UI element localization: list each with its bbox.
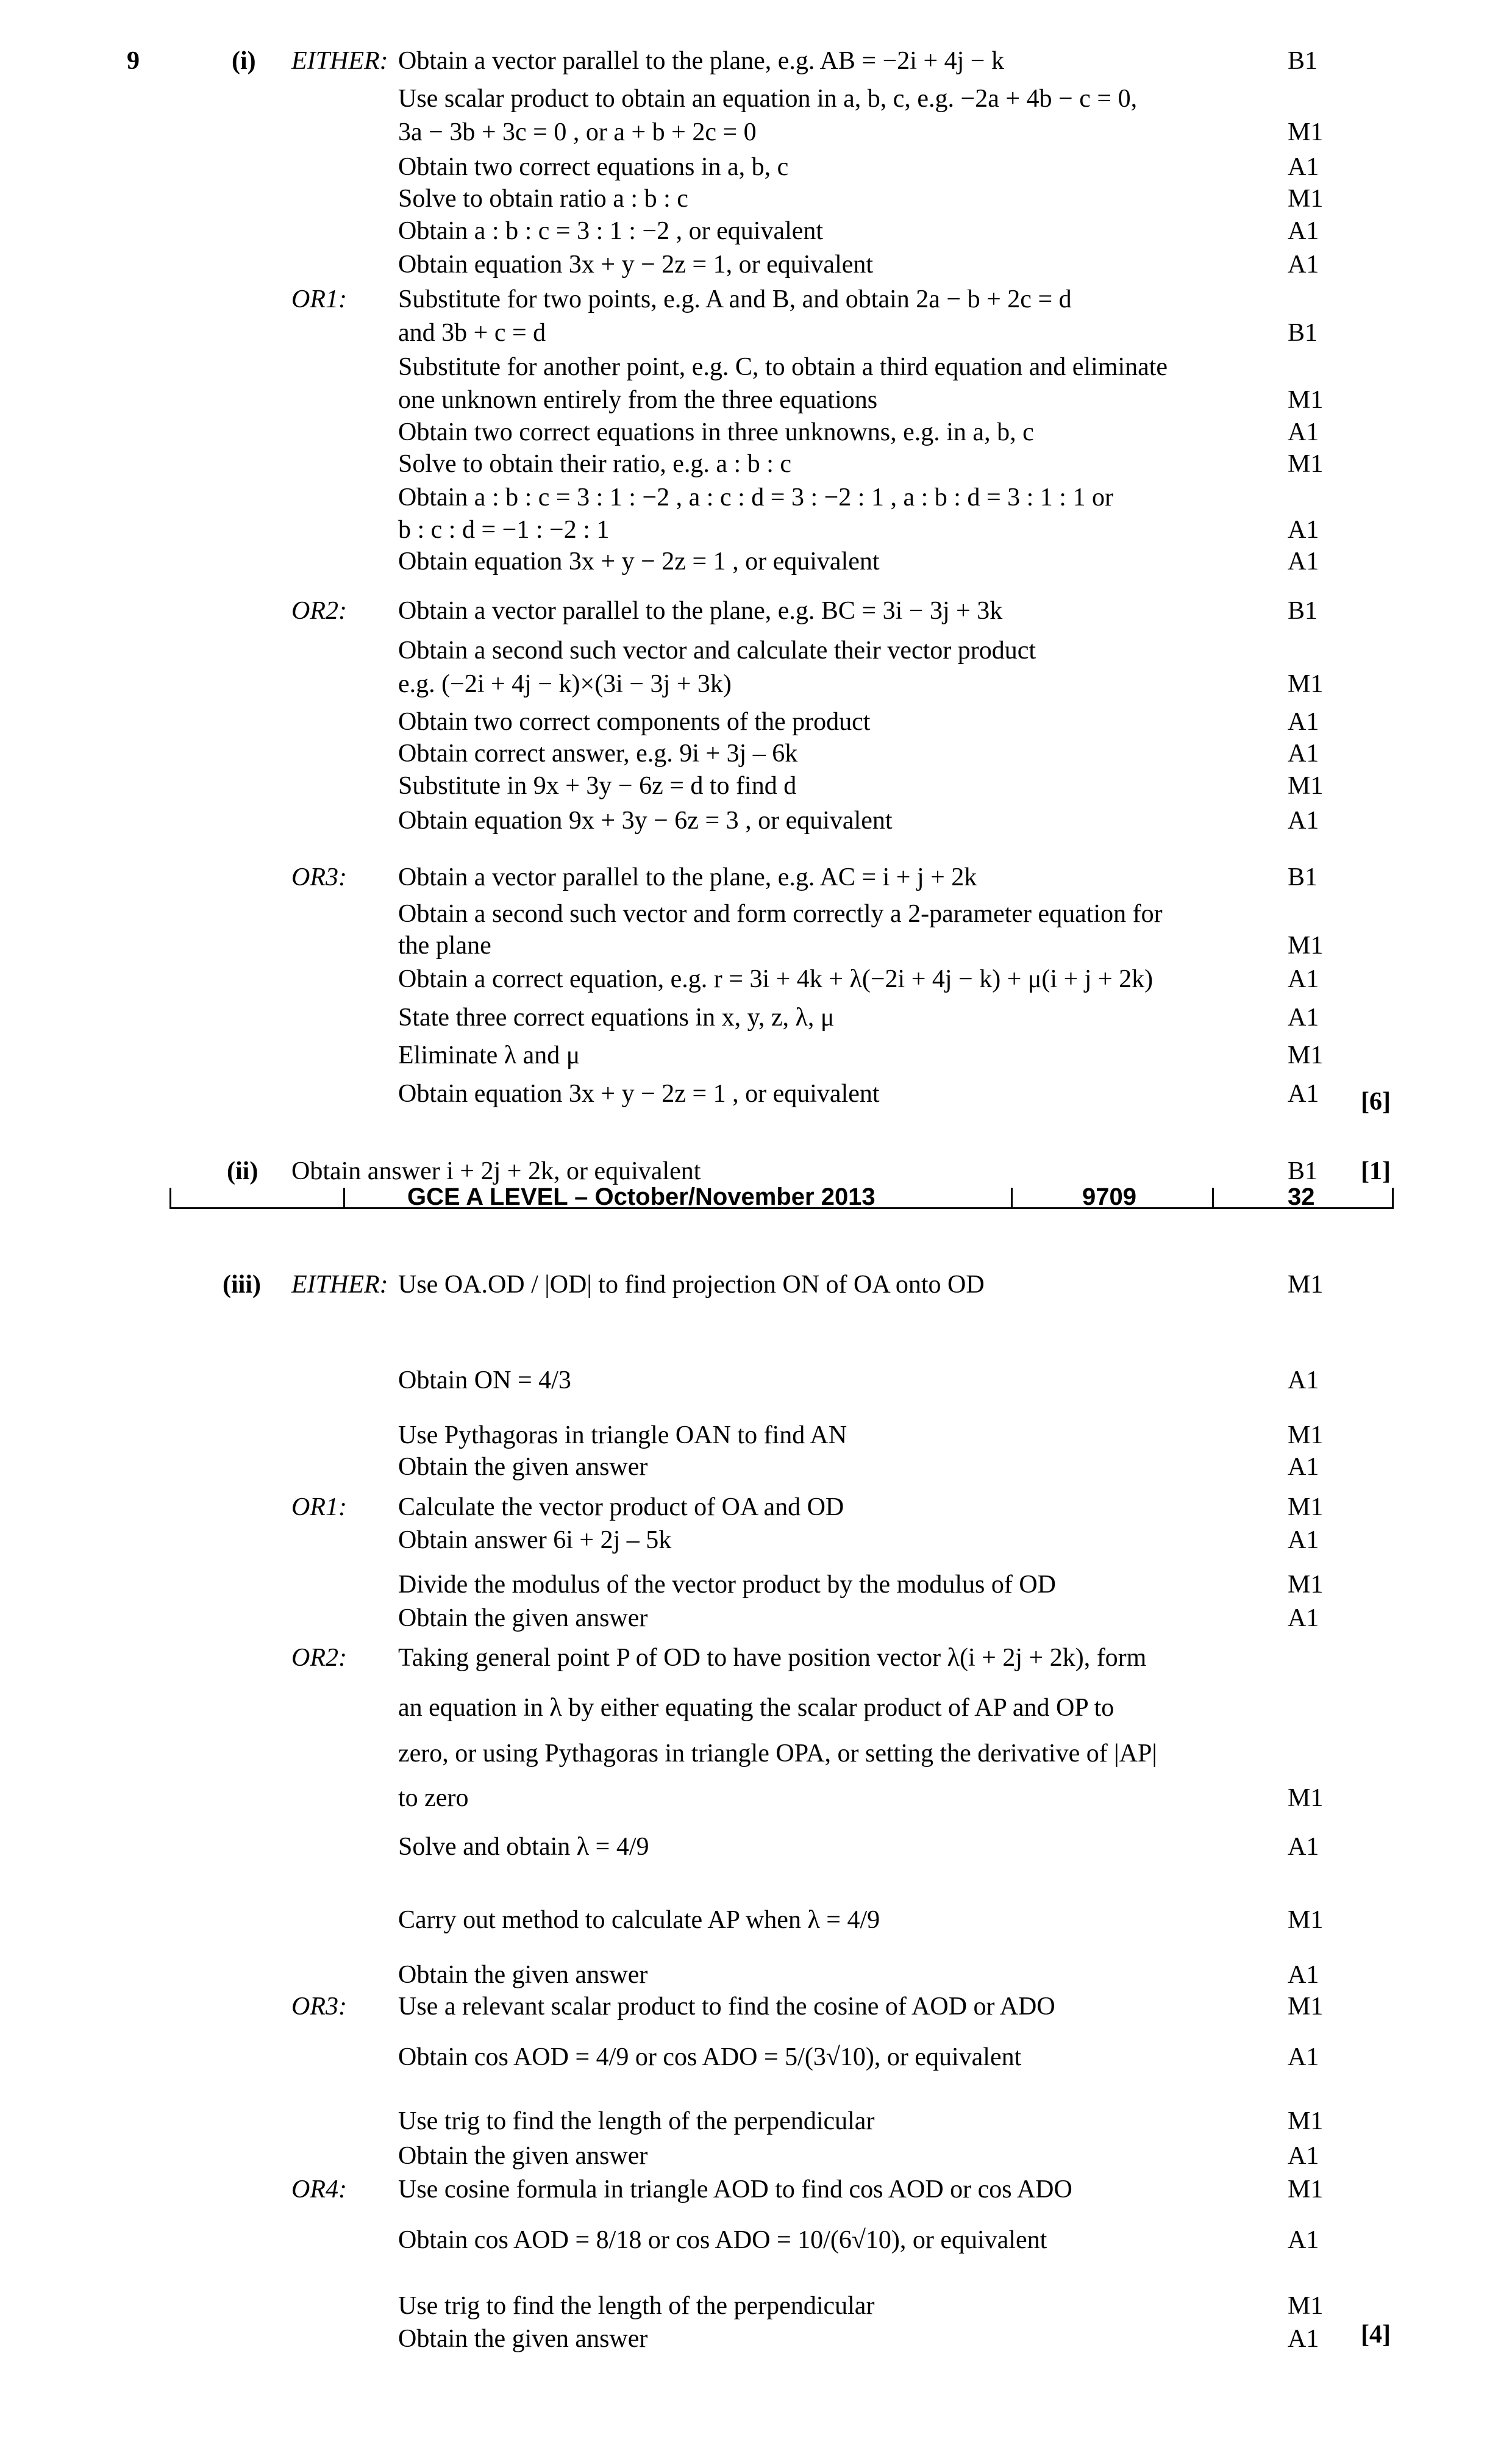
- part_i-step-text: Solve to obtain ratio a : b : c: [398, 185, 688, 213]
- part_i-step-mark: B1: [1288, 863, 1318, 891]
- part_i-step-mark: A1: [1288, 153, 1319, 181]
- part_iii-step-mark: M1: [1288, 1571, 1324, 1599]
- part_iii-step-text: Obtain ON = 4/3: [398, 1366, 571, 1394]
- part_i-step-text: Substitute for two points, e.g. A and B, and obtain 2a − b + 2c = d: [398, 285, 1072, 313]
- part_i-method-label: OR3:: [291, 863, 347, 891]
- part_i-step-text: Obtain equation 3x + y − 2z = 1 , or equivalent: [398, 548, 880, 576]
- header-divider-right: [1392, 1188, 1394, 1209]
- part_i-step-mark: A1: [1288, 807, 1319, 835]
- part_iii-step-text: Use trig to find the length of the perpendicular: [398, 2107, 875, 2135]
- header-divider-left: [169, 1188, 171, 1209]
- part_iii-step-text: zero, or using Pythagoras in triangle OPA, or setting the derivative of |AP|: [398, 1740, 1157, 1768]
- part_iii-step-mark: A1: [1288, 2043, 1319, 2071]
- part_iii-step-text: Obtain the given answer: [398, 1961, 648, 1989]
- part_i-step-mark: M1: [1288, 1041, 1324, 1069]
- part_i-step-mark: M1: [1288, 185, 1324, 213]
- part_i-step-mark: M1: [1288, 932, 1324, 960]
- part_i-step-text: 3a − 3b + 3c = 0 , or a + b + 2c = 0: [398, 118, 757, 146]
- part_iii-step-mark: A1: [1288, 1366, 1319, 1394]
- header-title: GCE A LEVEL – October/November 2013: [407, 1183, 875, 1210]
- part_iii-step-text: Solve and obtain λ = 4/9: [398, 1833, 649, 1861]
- part-iii-total: [4]: [1361, 2321, 1391, 2349]
- part_iii-method-label: OR3:: [291, 1993, 347, 2021]
- part_iii-step-mark: M1: [1288, 1906, 1324, 1934]
- part_i-step-mark: B1: [1288, 47, 1318, 75]
- part_i-step-mark: A1: [1288, 548, 1319, 576]
- part_i-step-text: Use scalar product to obtain an equation in a, b, c, e.g. −2a + 4b − c = 0,: [398, 85, 1138, 113]
- part_iii-step-mark: M1: [1288, 1493, 1324, 1521]
- part_iii-step-text: Obtain the given answer: [398, 2325, 648, 2353]
- part_i-step-text: Obtain a vector parallel to the plane, e.g. BC = 3i − 3j + 3k: [398, 597, 1003, 625]
- header-paper: 32: [1288, 1183, 1315, 1210]
- part_iii-step-mark: A1: [1288, 1833, 1319, 1861]
- part_i-step-text: Obtain equation 3x + y − 2z = 1, or equivalent: [398, 251, 874, 279]
- part_i-step-text: Substitute for another point, e.g. C, to obtain a third equation and eliminate: [398, 353, 1168, 381]
- part_i-step-text: Obtain correct answer, e.g. 9i + 3j – 6k: [398, 740, 798, 768]
- header-divider-3: [1212, 1188, 1214, 1209]
- part_i-step-text: Obtain a second such vector and form correctly a 2-parameter equation for: [398, 900, 1163, 928]
- part_iii-step-mark: A1: [1288, 1453, 1319, 1481]
- part_i-step-mark: A1: [1288, 251, 1319, 279]
- part_i-step-mark: A1: [1288, 708, 1319, 736]
- part_i-step-text: e.g. (−2i + 4j − k)×(3i − 3j + 3k): [398, 670, 732, 698]
- part_iii-step-mark: M1: [1288, 1271, 1324, 1299]
- part_iii-method-label: OR1:: [291, 1493, 347, 1521]
- part-iii-label: (iii): [223, 1271, 261, 1299]
- part_i-step-text: Obtain a : b : c = 3 : 1 : −2 , a : c : d = 3 : −2 : 1 , a : b : d = 3 : 1 : 1 or: [398, 484, 1113, 512]
- part_i-step-text: and 3b + c = d: [398, 319, 546, 347]
- part_i-step-text: Obtain a vector parallel to the plane, e.g. AC = i + j + 2k: [398, 863, 977, 891]
- part_i-step-text: the plane: [398, 932, 491, 960]
- part_i-step-text: Solve to obtain their ratio, e.g. a : b : c: [398, 450, 792, 478]
- part_iii-step-text: Obtain the given answer: [398, 1453, 648, 1481]
- part_iii-step-text: to zero: [398, 1784, 469, 1812]
- part_i-step-mark: M1: [1288, 118, 1324, 146]
- part_iii-step-text: Use a relevant scalar product to find the cosine of AOD or ADO: [398, 1993, 1055, 2021]
- part_i-step-text: Eliminate λ and μ: [398, 1041, 580, 1069]
- part_i-step-text: Obtain equation 3x + y − 2z = 1 , or equivalent: [398, 1080, 880, 1108]
- part_i-step-mark: A1: [1288, 217, 1319, 245]
- part_iii-step-mark: A1: [1288, 2142, 1319, 2170]
- part-ii-text: Obtain answer i + 2j + 2k, or equivalent: [291, 1157, 701, 1185]
- part_iii-method-label: OR4:: [291, 2175, 347, 2204]
- part_i-step-mark: A1: [1288, 418, 1319, 446]
- part-ii-total: [1]: [1361, 1157, 1391, 1185]
- part_i-step-text: Obtain two correct equations in three unknowns, e.g. in a, b, c: [398, 418, 1034, 446]
- part_i-step-text: Obtain equation 9x + 3y − 6z = 3 , or equivalent: [398, 807, 893, 835]
- part_iii-step-text: Use OA.OD / |OD| to find projection ON of OA onto OD: [398, 1271, 985, 1299]
- part-i-label: (i): [232, 47, 256, 75]
- part_iii-step-mark: A1: [1288, 2325, 1319, 2353]
- part-ii-label: (ii): [227, 1157, 259, 1185]
- part_iii-step-mark: A1: [1288, 1604, 1319, 1632]
- part_i-step-mark: M1: [1288, 386, 1324, 414]
- part_i-step-mark: A1: [1288, 965, 1319, 993]
- part_i-step-mark: A1: [1288, 1080, 1319, 1108]
- part_iii-step-text: Obtain answer 6i + 2j – 5k: [398, 1526, 672, 1554]
- part_iii-step-mark: A1: [1288, 2226, 1319, 2254]
- part_i-step-mark: A1: [1288, 740, 1319, 768]
- part_i-step-mark: A1: [1288, 516, 1319, 544]
- part_iii-step-text: Use trig to find the length of the perpendicular: [398, 2292, 875, 2320]
- part_iii-method-label: OR2:: [291, 1644, 347, 1672]
- part_iii-step-text: Obtain cos AOD = 4/9 or cos ADO = 5/(3√10), or equivalent: [398, 2043, 1022, 2071]
- part_i-step-mark: M1: [1288, 772, 1324, 800]
- part_iii-method-label: EITHER:: [291, 1271, 388, 1299]
- part_iii-step-text: Carry out method to calculate AP when λ = 4/9: [398, 1906, 880, 1934]
- part_iii-step-text: Use cosine formula in triangle AOD to find cos AOD or cos ADO: [398, 2175, 1072, 2204]
- part_iii-step-text: Obtain the given answer: [398, 1604, 648, 1632]
- part_iii-step-text: Taking general point P of OD to have position vector λ(i + 2j + 2k), form: [398, 1644, 1147, 1672]
- part_i-method-label: OR1:: [291, 285, 347, 313]
- part-i-total: [6]: [1361, 1088, 1391, 1116]
- part_i-step-text: one unknown entirely from the three equations: [398, 386, 878, 414]
- part_iii-step-mark: M1: [1288, 2292, 1324, 2320]
- question-number: 9: [127, 47, 140, 75]
- part_i-step-text: Obtain two correct components of the product: [398, 708, 871, 736]
- header-code: 9709: [1082, 1183, 1136, 1210]
- header-divider-2: [1011, 1188, 1013, 1209]
- part_i-method-label: EITHER:: [291, 47, 388, 75]
- part_iii-step-text: an equation in λ by either equating the scalar product of AP and OP to: [398, 1694, 1114, 1722]
- part_i-step-text: Substitute in 9x + 3y − 6z = d to find d: [398, 772, 797, 800]
- part_iii-step-mark: A1: [1288, 1526, 1319, 1554]
- part_iii-step-mark: A1: [1288, 1961, 1319, 1989]
- part_iii-step-mark: M1: [1288, 2107, 1324, 2135]
- part_i-step-text: Obtain two correct equations in a, b, c: [398, 153, 789, 181]
- part_i-step-text: b : c : d = −1 : −2 : 1: [398, 516, 610, 544]
- part_iii-step-mark: M1: [1288, 1784, 1324, 1812]
- part_iii-step-text: Use Pythagoras in triangle OAN to find AN: [398, 1421, 847, 1449]
- part_i-step-text: Obtain a : b : c = 3 : 1 : −2 , or equivalent: [398, 217, 824, 245]
- part_iii-step-text: Divide the modulus of the vector product by the modulus of OD: [398, 1571, 1056, 1599]
- part_iii-step-text: Calculate the vector product of OA and OD: [398, 1493, 844, 1521]
- part_iii-step-text: Obtain the given answer: [398, 2142, 648, 2170]
- part_i-step-mark: A1: [1288, 1004, 1319, 1032]
- part_iii-step-mark: M1: [1288, 1993, 1324, 2021]
- part_i-step-mark: M1: [1288, 670, 1324, 698]
- part_i-step-text: Obtain a vector parallel to the plane, e.g. AB = −2i + 4j − k: [398, 47, 1004, 75]
- part_i-step-mark: B1: [1288, 597, 1318, 625]
- part_i-step-text: Obtain a second such vector and calculate their vector product: [398, 637, 1036, 665]
- header-divider-1: [343, 1188, 345, 1209]
- part_iii-step-mark: M1: [1288, 2175, 1324, 2204]
- part_i-method-label: OR2:: [291, 597, 347, 625]
- part_iii-step-text: Obtain cos AOD = 8/18 or cos ADO = 10/(6√10), or equivalent: [398, 2226, 1047, 2254]
- part_i-step-text: State three correct equations in x, y, z, λ, μ: [398, 1004, 835, 1032]
- part_iii-step-mark: M1: [1288, 1421, 1324, 1449]
- part-ii-mark: B1: [1288, 1157, 1318, 1185]
- part_i-step-mark: M1: [1288, 450, 1324, 478]
- part_i-step-text: Obtain a correct equation, e.g. r = 3i + 4k + λ(−2i + 4j − k) + μ(i + j + 2k): [398, 965, 1154, 993]
- part_i-step-mark: B1: [1288, 319, 1318, 347]
